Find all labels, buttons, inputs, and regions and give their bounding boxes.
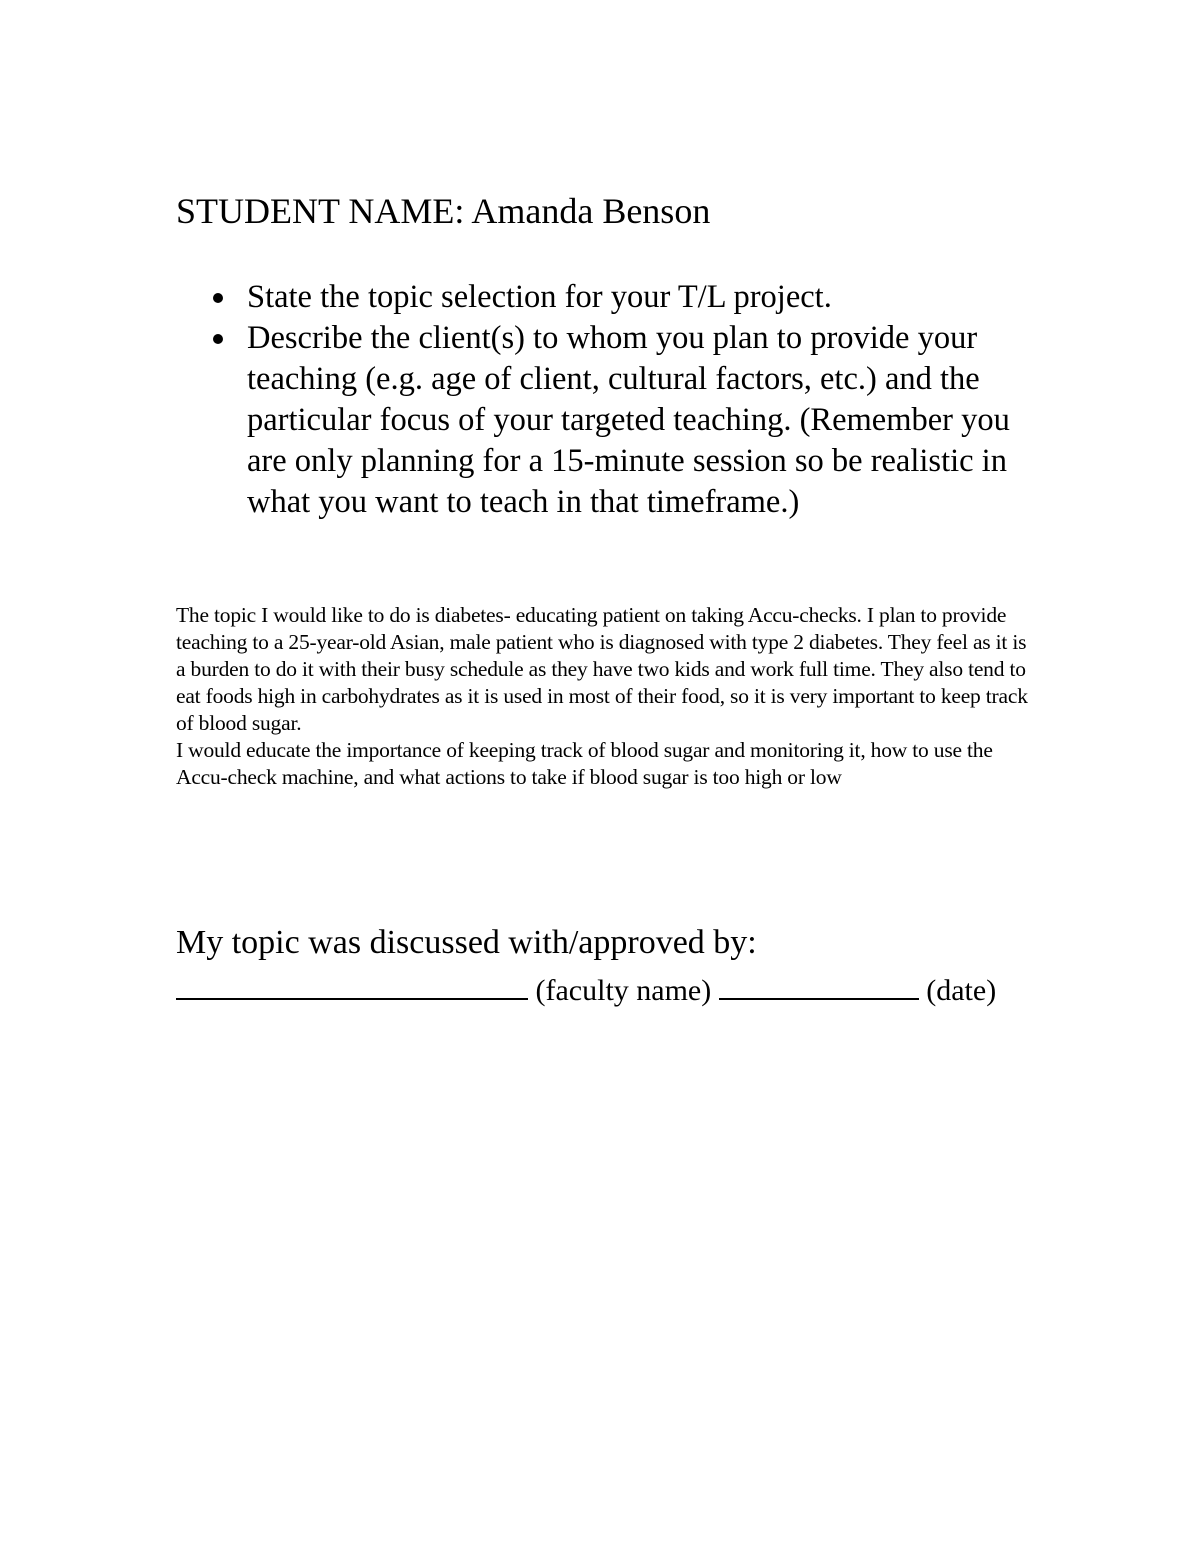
prompt-text: State the topic selection for your T/L project. [247,279,832,315]
approval-signature-line [176,970,996,1010]
answer-paragraph: The topic I would like to do is diabetes- educating patient on taking Accu-checks. I plan to provide teaching to a 25-year-old Asian, male patient who is diagnosed with type 2 diabetes. They feel as it is a burden to do it with their busy schedule as they have two kids and work full time. They also tend to eat foods high in carbohydrates as it is used in most of their food, so it is very important to keep track of blood sugar. [176,603,1028,735]
date-blank[interactable] [719,970,919,1000]
student-name-label: STUDENT NAME: [176,191,465,231]
faculty-name-blank[interactable] [176,970,528,1000]
answer-paragraph: I would educate the importance of keeping track of blood sugar and monitoring it, how to use the Accu-check machine, and what actions to take if blood sugar is too high or low [176,738,993,789]
prompt-text: Describe the client(s) to whom you plan to provide your teaching (e.g. age of client, cultural factors, etc.) and the particular focus of your targeted teaching. (Remember you are only planning for a 15-minute session so be realistic in what you want to teach in that timeframe.) [247,320,1010,520]
prompt-item-client [176,318,1047,523]
bullet-icon [213,293,223,303]
date-label: (date) [926,974,997,1007]
approval-heading: My topic was discussed with/approved by: [176,924,757,961]
prompt-item-topic [176,277,1047,318]
prompt-list [176,277,1056,523]
answer-block [176,602,1036,791]
faculty-name-label: (faculty name) [535,974,712,1007]
student-name-value: Amanda Benson [471,191,711,231]
student-name-line [176,189,710,233]
bullet-icon [213,334,223,344]
